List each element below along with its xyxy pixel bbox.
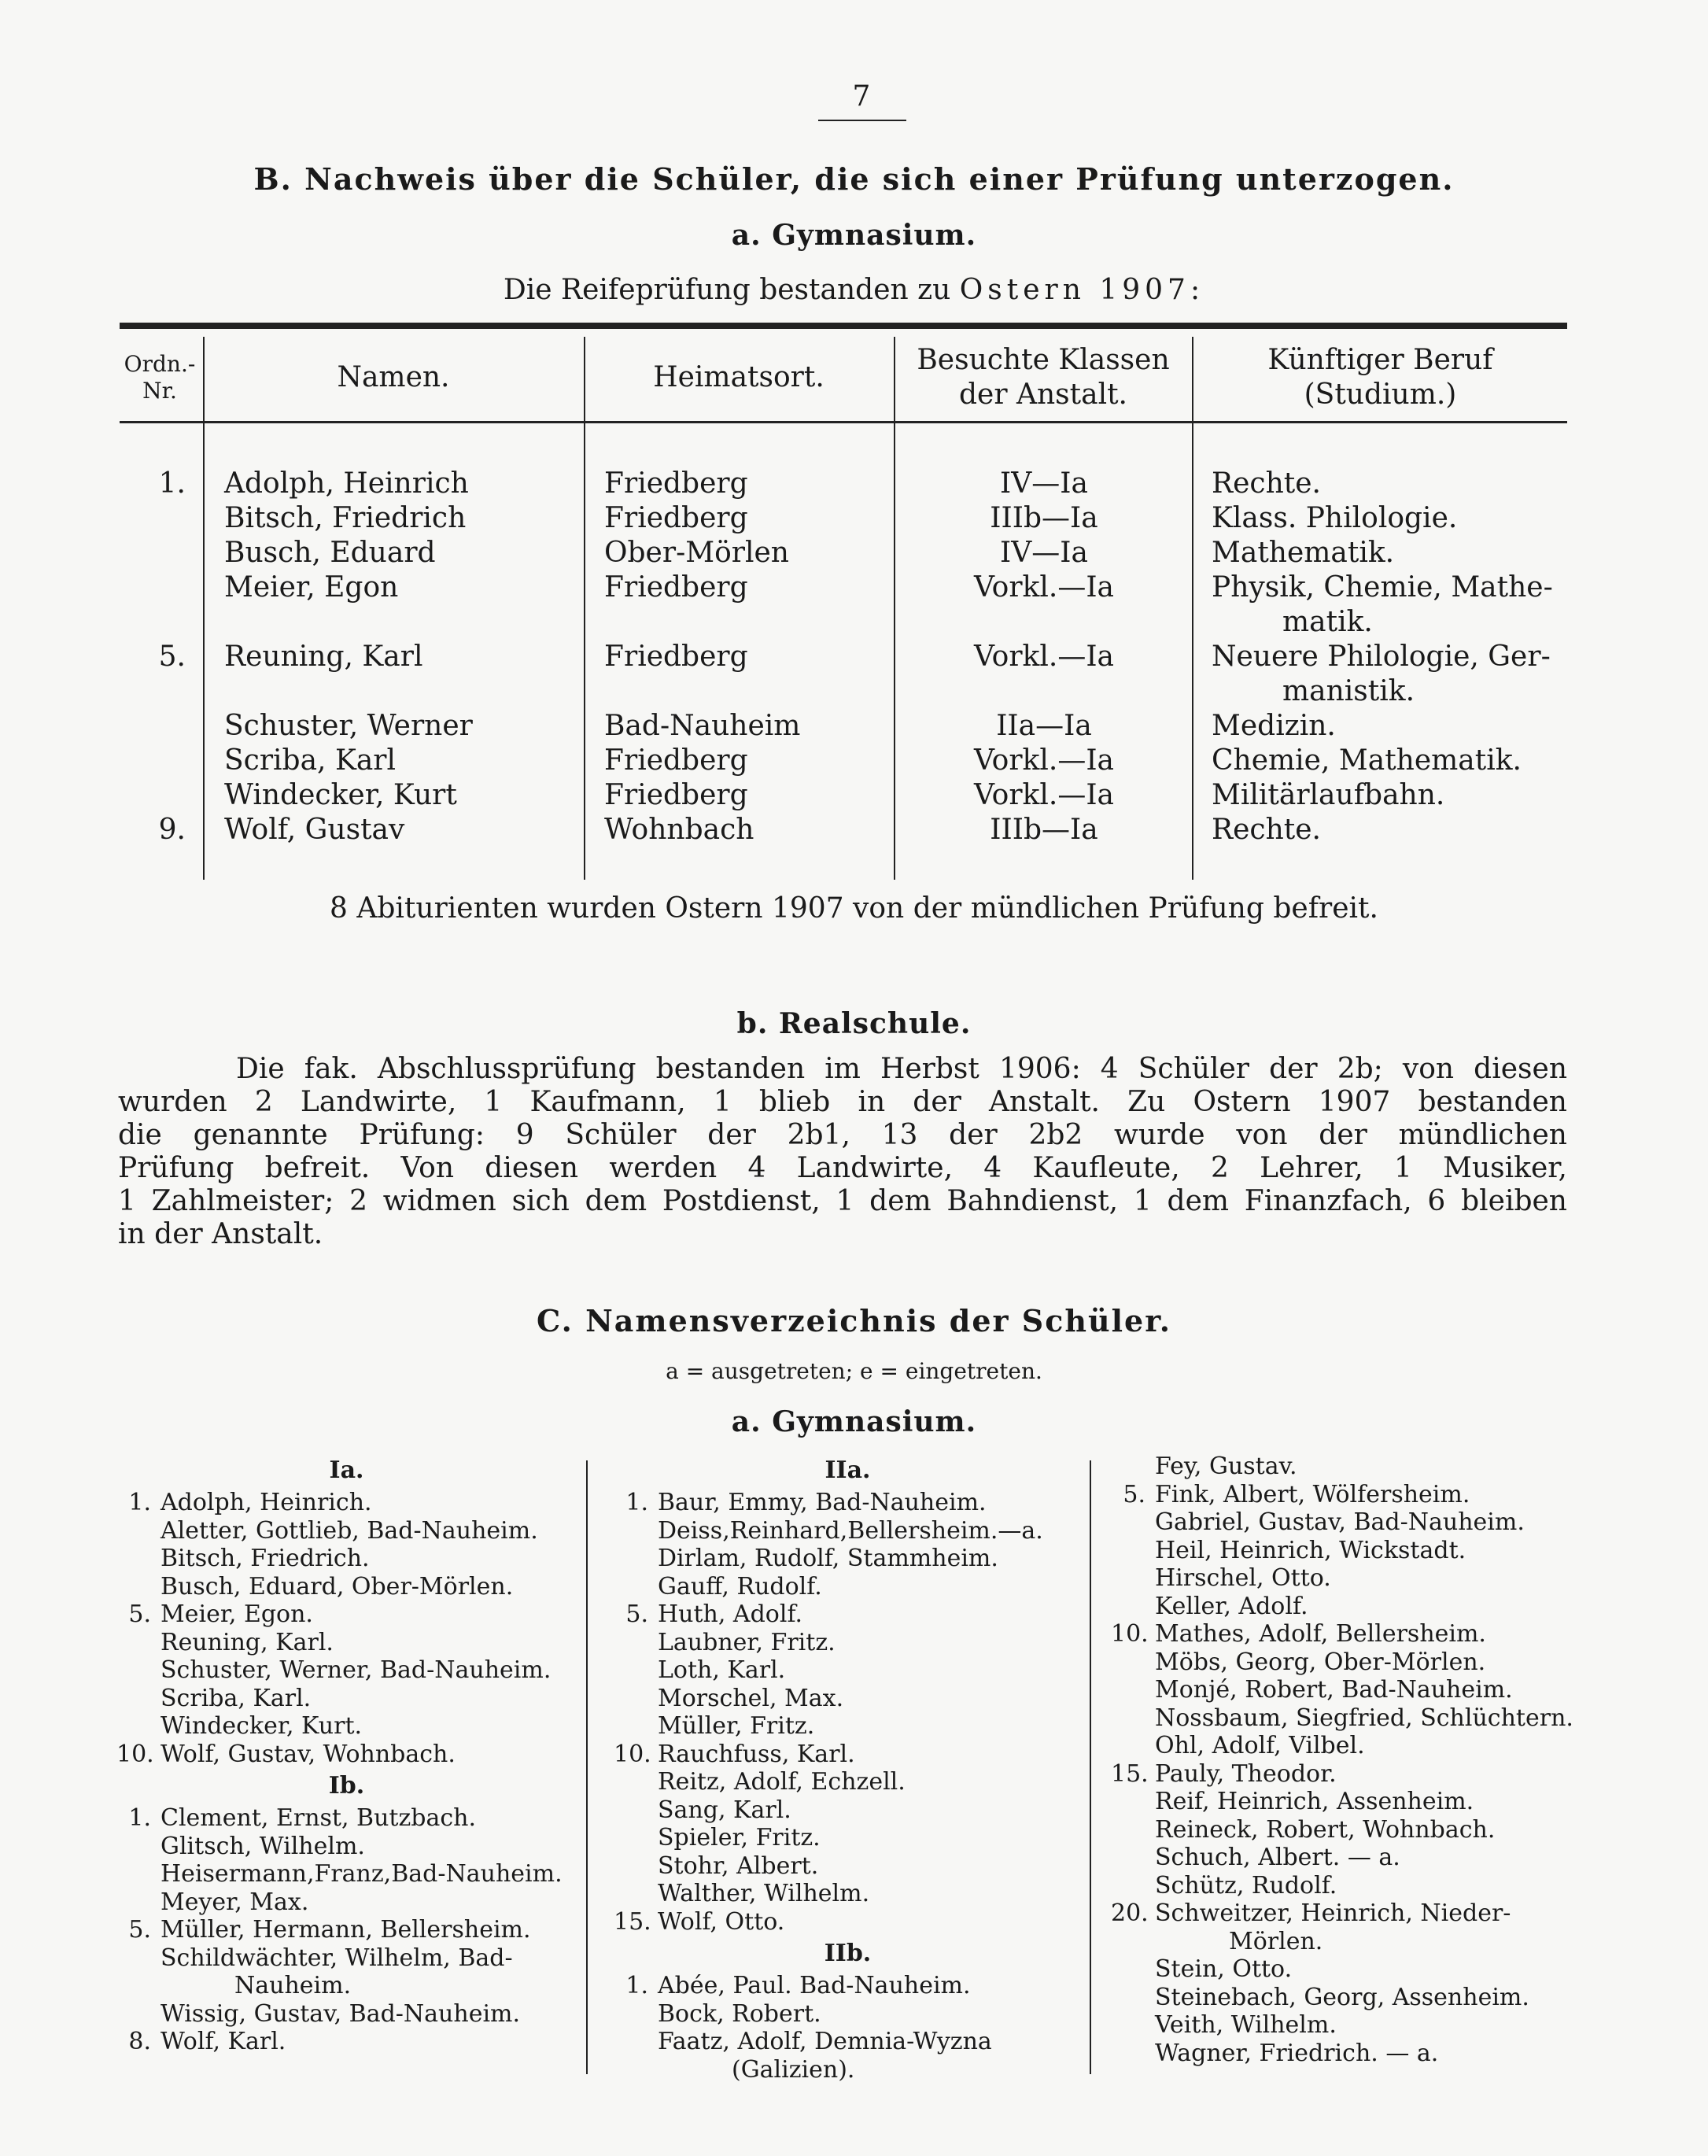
row-9-klassen: IIIb—Ia (990, 814, 1098, 846)
list-item-name: Möbs, Georg, Ober-Mörlen. (1155, 1648, 1486, 1676)
list-item-name: Heil, Heinrich, Wickstadt. (1155, 1536, 1466, 1564)
list-item (614, 2000, 1082, 2029)
list-item (614, 1600, 1082, 1629)
list-item (116, 1888, 577, 1917)
list-item-name: Bitsch, Friedrich. (160, 1545, 370, 1572)
row-1-nr: 1. (158, 467, 186, 500)
list-item-name: Clement, Ernst, Butzbach. (160, 1804, 477, 1832)
list-item (1111, 1676, 1575, 1704)
list-item-name: Pauly, Theodor. (1155, 1759, 1337, 1788)
table-header-rule (120, 421, 1567, 423)
list-item-name: Aletter, Gottlieb, Bad-Nauheim. (160, 1516, 538, 1545)
list-item-name: Loth, Karl. (658, 1656, 786, 1684)
list-item-name: Adolph, Heinrich. (160, 1489, 372, 1516)
row-9-ort: Wohnbach (604, 814, 754, 846)
list-item-name: Stein, Otto. (1155, 1955, 1293, 1983)
realschule-line-5: 1 Zahlmeister; 2 widmen sich dem Postdienst, 1 dem Bahndienst, 1 dem Finanzfach, 6 bleiben (118, 1185, 1567, 1217)
list-item-number: 5. (1123, 1480, 1145, 1508)
list-item-number: 5. (128, 1600, 151, 1628)
list-item-name: Steinebach, Georg, Assenheim. (1155, 1983, 1529, 2011)
row-1-beruf: Rechte. (1212, 467, 1321, 500)
list-item-name: Reif, Heinrich, Assenheim. (1155, 1788, 1474, 1815)
list-item (1111, 1537, 1575, 1565)
row-3-klassen: IV—Ia (1000, 537, 1088, 569)
row-7-ort: Friedberg (604, 744, 748, 777)
list-item-name: Veith, Wilhelm. (1155, 2011, 1337, 2039)
row-5-beruf-cont: manistik. (1282, 675, 1415, 707)
list-item-name: Stohr, Albert. (658, 1851, 819, 1880)
row-6-name: Schuster, Werner (224, 710, 473, 742)
list-item (614, 1768, 1082, 1796)
table-header-beruf (1193, 343, 1567, 412)
list-item-number: 20. (1111, 1899, 1149, 1927)
row-9-name: Wolf, Gustav (224, 814, 405, 846)
student-list-col-2 (614, 1453, 1082, 2084)
list-item (116, 1573, 577, 1601)
list-item-name: Laubner, Fritz. (658, 1628, 836, 1656)
list-item-name: Sang, Karl. (658, 1796, 791, 1824)
list-item-name: Bock, Robert. (658, 1999, 821, 2028)
list-item (116, 1860, 577, 1888)
list-item (614, 1972, 1082, 2000)
list-item (116, 1489, 577, 1517)
row-2-beruf: Klass. Philologie. (1212, 502, 1458, 534)
row-4-ort: Friedberg (604, 571, 748, 604)
list-item-name: Faatz, Adolf, Demnia-Wyzna (658, 2028, 992, 2055)
realschule-heading: b. Realschule. (736, 1007, 972, 1040)
list-item (614, 1656, 1082, 1685)
list-item-name: Gauff, Rudolf. (658, 1572, 822, 1600)
col1-class-heading: Ib. (328, 1772, 365, 1800)
reife-intro-date: Ostern 1907: (959, 274, 1205, 306)
header-beruf-line1: Künftiger Beruf (1267, 344, 1493, 376)
list-item-number: 10. (1111, 1620, 1149, 1648)
list-item-number: 15. (614, 1907, 651, 1936)
col2-class-heading: IIa. (824, 1456, 871, 1484)
list-item (1111, 1620, 1575, 1648)
list-item-number: 1. (128, 1804, 151, 1832)
realschule-line-1: Die fak. Abschlussprüfung bestanden im Herbst 1906: 4 Schüler der 2b; von diesen (236, 1053, 1567, 1085)
row-3-name: Busch, Eduard (224, 537, 436, 569)
list-item (614, 1489, 1082, 1517)
row-2-ort: Friedberg (604, 502, 748, 534)
list-item (116, 1545, 577, 1573)
list-item (614, 2056, 1082, 2084)
list-item (116, 1600, 577, 1629)
row-7-name: Scriba, Karl (224, 744, 397, 777)
row-5-beruf: Neuere Philologie, Ger- (1212, 641, 1551, 673)
list-item (1111, 1760, 1575, 1789)
reife-intro (0, 274, 1708, 306)
list-item-name: Ohl, Adolf, Vilbel. (1155, 1732, 1365, 1759)
list-item (1111, 2011, 1575, 2040)
list-item-name: Wissig, Gustav, Bad-Nauheim. (160, 1999, 521, 2028)
list-item (116, 1916, 577, 1944)
list-item-number: 5. (128, 1916, 151, 1944)
row-4-beruf-cont: matik. (1282, 606, 1373, 638)
realschule-line-2: wurden 2 Landwirte, 1 Kaufmann, 1 blieb in der Anstalt. Zu Ostern 1907 bestanden (118, 1086, 1567, 1118)
list-item-name: Baur, Emmy, Bad-Nauheim. (658, 1489, 987, 1516)
list-item (1111, 2040, 1575, 2068)
list-item-name: Nossbaum, Siegfried, Schlüchtern. (1155, 1704, 1573, 1732)
list-item-name: Schütz, Rudolf. (1155, 1871, 1337, 1899)
list-item (116, 1517, 577, 1545)
list-item (116, 1804, 577, 1833)
list-item (614, 1880, 1082, 1908)
list-item-name: Reuning, Karl. (160, 1628, 334, 1656)
list-item (614, 1824, 1082, 1852)
list-item-name: Huth, Adolf. (658, 1600, 803, 1628)
page-number: 7 (852, 80, 871, 113)
list-item (614, 1629, 1082, 1657)
list-item (116, 2028, 577, 2056)
list-item (1111, 1704, 1575, 1733)
list-item-number: 1. (625, 1972, 648, 1999)
student-list-col-3 (1111, 1453, 1575, 2067)
list-item (116, 1712, 577, 1741)
row-5-nr: 5. (158, 641, 186, 673)
row-5-name: Reuning, Karl (224, 641, 423, 673)
list-item-name: Monjé, Robert, Bad-Nauheim. (1155, 1676, 1513, 1704)
section-c-title: C. Namensverzeichnis der Schüler. (537, 1303, 1171, 1338)
row-5-klassen: Vorkl.—Ia (973, 641, 1115, 673)
row-6-beruf: Medizin. (1212, 710, 1336, 742)
header-beruf-line2: (Studium.) (1304, 378, 1457, 411)
table-header-klassen (895, 343, 1191, 412)
list-item-name: (Galizien). (732, 2055, 855, 2084)
list-item-name: Morschel, Max. (658, 1684, 844, 1712)
list-item-name: Keller, Adolf. (1155, 1592, 1308, 1620)
row-5-ort: Friedberg (604, 641, 748, 673)
list-item (614, 1741, 1082, 1769)
section-c-gymnasium-heading: a. Gymnasium. (731, 1405, 977, 1438)
list-item-name: Schweitzer, Heinrich, Nieder- (1155, 1899, 1511, 1927)
list-item (1111, 1899, 1575, 1928)
list-item-name: Fink, Albert, Wölfersheim. (1155, 1480, 1470, 1508)
list-item-name: Mörlen. (1229, 1927, 1323, 1955)
row-4-name: Meier, Egon (224, 571, 399, 604)
list-item-name: Meier, Egon. (160, 1600, 313, 1628)
list-item (614, 1852, 1082, 1881)
list-item-name: Scriba, Karl. (160, 1684, 312, 1712)
list-item-name: Busch, Eduard, Ober-Mörlen. (160, 1572, 514, 1600)
header-ordn: Ordn.- (124, 351, 196, 377)
header-nr: Nr. (142, 378, 177, 404)
list-item-name: Deiss,Reinhard,Bellersheim.—a. (658, 1516, 1043, 1545)
list-item-name: Müller, Fritz. (658, 1712, 815, 1740)
row-7-beruf: Chemie, Mathematik. (1212, 744, 1522, 777)
list-item-name: Hirschel, Otto. (1155, 1564, 1331, 1592)
list-item (614, 1517, 1082, 1545)
list-col-divider-1 (586, 1460, 588, 2074)
list-item (1111, 1593, 1575, 1621)
realschule-line-3: die genannte Prüfung: 9 Schüler der 2b1, 13 der 2b2 wurde von der mündlichen (118, 1119, 1567, 1151)
list-item (116, 1972, 577, 2000)
list-item-name: Spieler, Fritz. (658, 1824, 821, 1851)
list-item (116, 1833, 577, 1861)
row-6-klassen: IIa—Ia (996, 710, 1092, 742)
row-2-klassen: IIIb—Ia (990, 502, 1098, 534)
list-item-name: Schuch, Albert. — a. (1155, 1844, 1400, 1871)
realschule-line-6: in der Anstalt. (118, 1218, 323, 1250)
table-header-heimatsort: Heimatsort. (653, 361, 824, 393)
list-item-number: 1. (625, 1489, 648, 1516)
list-item-name: Wagner, Friedrich. — a. (1155, 2039, 1439, 2067)
table-header-namen: Namen. (337, 361, 450, 393)
row-3-beruf: Mathematik. (1212, 537, 1395, 569)
list-item-name: Glitsch, Wilhelm. (160, 1832, 365, 1860)
list-item (116, 2000, 577, 2029)
list-item-number: 10. (614, 1740, 651, 1768)
list-item-name: Nauheim. (234, 1972, 352, 1999)
list-item (116, 1629, 577, 1657)
row-8-name: Windecker, Kurt (224, 779, 457, 811)
list-item-number: 5. (625, 1600, 648, 1628)
row-8-ort: Friedberg (604, 779, 748, 811)
list-item-number: 1. (128, 1489, 151, 1516)
col2-class-heading: IIb. (824, 1940, 872, 1967)
table-col-divider-2 (584, 337, 585, 880)
list-item-name: Abée, Paul. Bad-Nauheim. (658, 1972, 971, 1999)
list-item-name: Wolf, Karl. (160, 2028, 286, 2055)
table-col-divider-1 (203, 337, 205, 880)
list-item (1111, 1732, 1575, 1760)
list-item-name: Windecker, Kurt. (160, 1712, 363, 1740)
row-9-beruf: Rechte. (1212, 814, 1321, 846)
list-item (1111, 1508, 1575, 1537)
list-item (116, 1944, 577, 1973)
list-item (116, 1656, 577, 1685)
student-list-col-1 (116, 1453, 577, 2056)
list-item-number: 10. (116, 1740, 154, 1768)
list-item-number: 8. (128, 2028, 151, 2055)
list-item (1111, 1872, 1575, 1900)
list-item (1111, 1481, 1575, 1509)
list-item-name: Gabriel, Gustav, Bad-Nauheim. (1155, 1508, 1525, 1536)
list-item (1111, 1844, 1575, 1872)
row-1-name: Adolph, Heinrich (224, 467, 469, 500)
list-item (1111, 1788, 1575, 1816)
list-item-name: Mathes, Adolf, Bellersheim. (1155, 1620, 1486, 1648)
list-item-name: Rauchfuss, Karl. (658, 1740, 855, 1768)
list-item-name: Fey, Gustav. (1155, 1453, 1297, 1480)
list-item (1111, 1955, 1575, 1984)
section-b-gymnasium-heading: a. Gymnasium. (731, 219, 977, 252)
header-klassen-line1: Besuchte Klassen (917, 344, 1170, 376)
row-4-beruf: Physik, Chemie, Mathe- (1212, 571, 1553, 604)
row-1-klassen: IV—Ia (1000, 467, 1088, 500)
list-item (1111, 1984, 1575, 2012)
row-3-ort: Ober-Mörlen (604, 537, 789, 569)
list-item (614, 1712, 1082, 1741)
list-item-name: Meyer, Max. (160, 1888, 309, 1916)
list-col-divider-2 (1090, 1460, 1091, 2074)
list-item (1111, 1928, 1575, 1956)
list-item-name: Reineck, Robert, Wohnbach. (1155, 1815, 1496, 1844)
table-top-rule (120, 323, 1567, 329)
list-item-name: Walther, Wilhelm. (658, 1880, 870, 1907)
list-item (116, 1685, 577, 1713)
section-b-title: B. Nachweis über die Schüler, die sich einer Prüfung unterzogen. (253, 161, 1455, 197)
row-2-name: Bitsch, Friedrich (224, 502, 467, 534)
abiturienten-note: 8 Abiturienten wurden Ostern 1907 von der mündlichen Prüfung befreit. (330, 892, 1378, 925)
list-item (614, 1545, 1082, 1573)
list-item-name: Heisermann,Franz,Bad-Nauheim. (160, 1860, 563, 1888)
header-klassen-line2: der Anstalt. (958, 378, 1127, 411)
reife-intro-text: Die Reifeprüfung bestanden zu (503, 274, 951, 306)
col1-class-heading: Ia. (329, 1456, 364, 1484)
list-item-name: Wolf, Otto. (658, 1907, 785, 1936)
list-item (614, 1573, 1082, 1601)
list-item (1111, 1816, 1575, 1844)
list-item-name: Müller, Hermann, Bellersheim. (160, 1916, 531, 1944)
row-6-ort: Bad-Nauheim (604, 710, 801, 742)
row-4-klassen: Vorkl.—Ia (973, 571, 1115, 604)
section-c-legend: a = ausgetreten; e = eingetreten. (666, 1358, 1042, 1384)
table-header-nr (118, 351, 201, 404)
row-7-klassen: Vorkl.—Ia (973, 744, 1115, 777)
list-item (614, 1685, 1082, 1713)
realschule-line-4: Prüfung befreit. Von diesen werden 4 Landwirte, 4 Kaufleute, 2 Lehrer, 1 Musiker, (118, 1152, 1567, 1184)
list-item (614, 2028, 1082, 2056)
row-8-klassen: Vorkl.—Ia (973, 779, 1115, 811)
list-item-name: Schildwächter, Wilhelm, Bad- (160, 1944, 513, 1972)
list-item (614, 1796, 1082, 1825)
page-number-rule (818, 120, 906, 121)
list-item-name: Dirlam, Rudolf, Stammheim. (658, 1545, 998, 1572)
list-item (1111, 1453, 1575, 1481)
row-8-beruf: Militärlaufbahn. (1212, 779, 1445, 811)
list-item (116, 1741, 577, 1769)
list-item-name: Schuster, Werner, Bad-Nauheim. (160, 1656, 552, 1684)
list-item-number: 15. (1111, 1759, 1149, 1788)
list-item (614, 1908, 1082, 1936)
list-item-name: Reitz, Adolf, Echzell. (658, 1768, 906, 1796)
list-item-name: Wolf, Gustav, Wohnbach. (160, 1740, 456, 1768)
row-9-nr: 9. (158, 814, 186, 846)
list-item (1111, 1648, 1575, 1677)
row-1-ort: Friedberg (604, 467, 748, 500)
list-item (1111, 1564, 1575, 1593)
realschule-paragraph (118, 1053, 1567, 1251)
